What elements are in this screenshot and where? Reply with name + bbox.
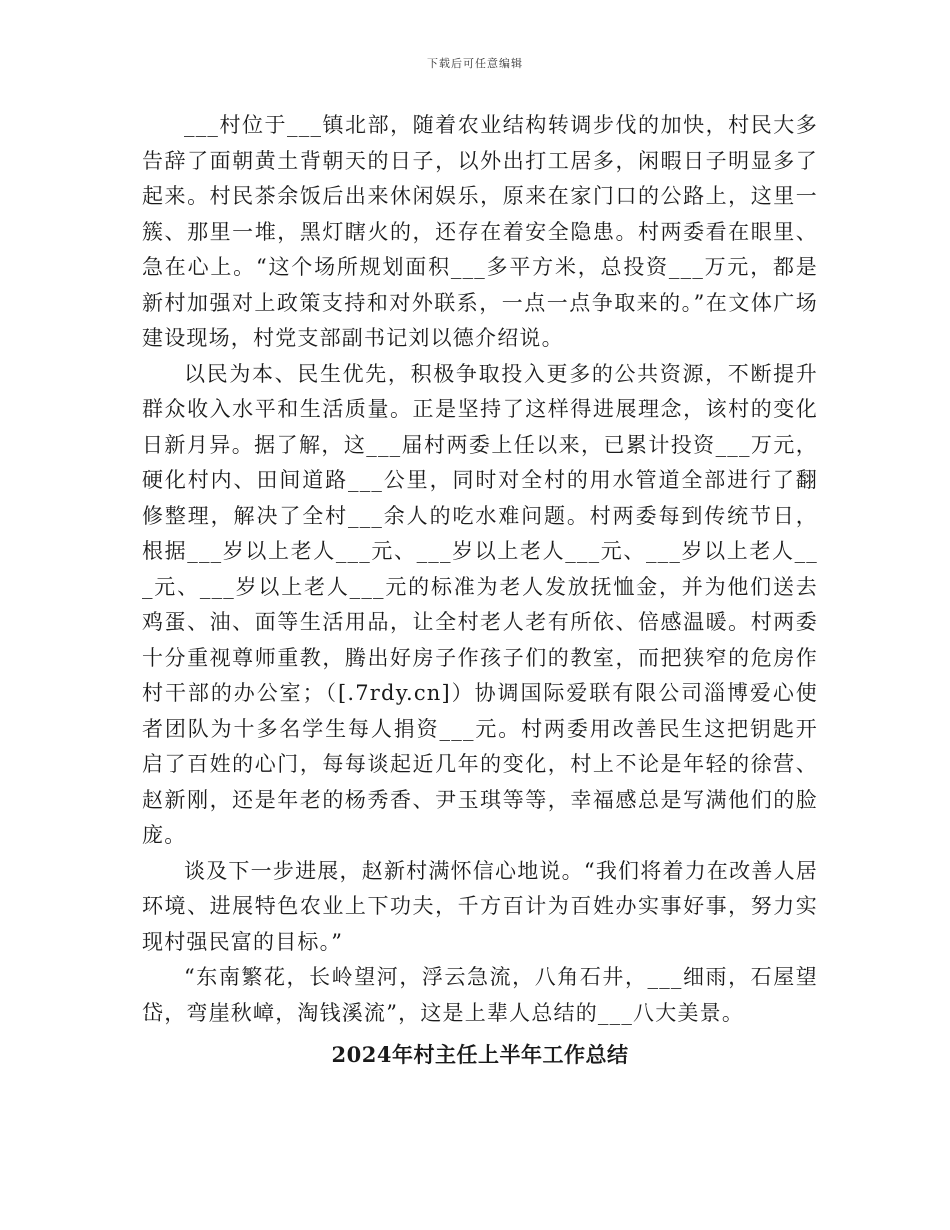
paragraph-2: 以民为本、民生优先，积极争取投入更多的公共资源，不断提升群众收入水平和生活质量。正是坚持了这样得进展理念，该村的变化日新月异。据了解，这___届村两委上任以来，已累计投资___万元，硬化村内、田间道路___公里，同时对全村的用水管道全部进行了翻修整理，解决了全村___余人的吃水难问题。村两委每到传统节日，根据___岁以上老人___元、___岁以上老人___元、___岁以上老人___元、___岁以上老人___元的标准为老人发放抚恤金，并为他们送去鸡蛋、油、面等生活用品，让全村老人老有所依、倍感温暖。村两委十分重视尊师重教，腾出好房子作孩子们的教室，而把狭窄的危房作村干部的办公室；（[.7rdy.cn]）协调国际爱联有限公司淄博爱心使者团队为十多名学生每人捐资___元。村两委用改善民生这把钥匙开启了百姓的心门，每每谈起近几年的变化，村上不论是年轻的徐营、赵新刚，还是年老的杨秀香、尹玉琪等等，幸福感总是写满他们的脸庞。: [142, 361, 818, 847]
paragraph-4: “东南繁花，长岭望河，浮云急流，八角石井，___细雨，石屋望岱，弯崖秋嶂，淘钱溪流”，这是上辈人总结的___八大美景。: [142, 965, 818, 1025]
paragraph-3: 谈及下一步进展，赵新村满怀信心地说。“我们将着力在改善人居环境、进展特色农业上下功夫，千方百计为百姓办实事好事，努力实现村强民富的目标。”: [142, 858, 818, 954]
paragraph-1: ___村位于___镇北部，随着农业结构转调步伐的加快，村民大多告辞了面朝黄土背朝天的日子，以外出打工居多，闲暇日子明显多了起来。村民茶余饭后出来休闲娱乐，原来在家门口的公路上，这里一簇、那里一堆，黑灯瞎火的，还存在着安全隐患。村两委看在眼里、急在心上。“这个场所规划面积___多平方米，总投资___万元，都是新村加强对上政策支持和对外联系，一点一点争取来的。”在文体广场建设现场，村党支部副书记刘以德介绍说。: [142, 113, 818, 350]
page-header: 下载后可任意编辑: [427, 57, 523, 70]
document-title: 2024年村主任上半年工作总结: [331, 1042, 629, 1067]
document-body: [142, 108, 818, 1073]
